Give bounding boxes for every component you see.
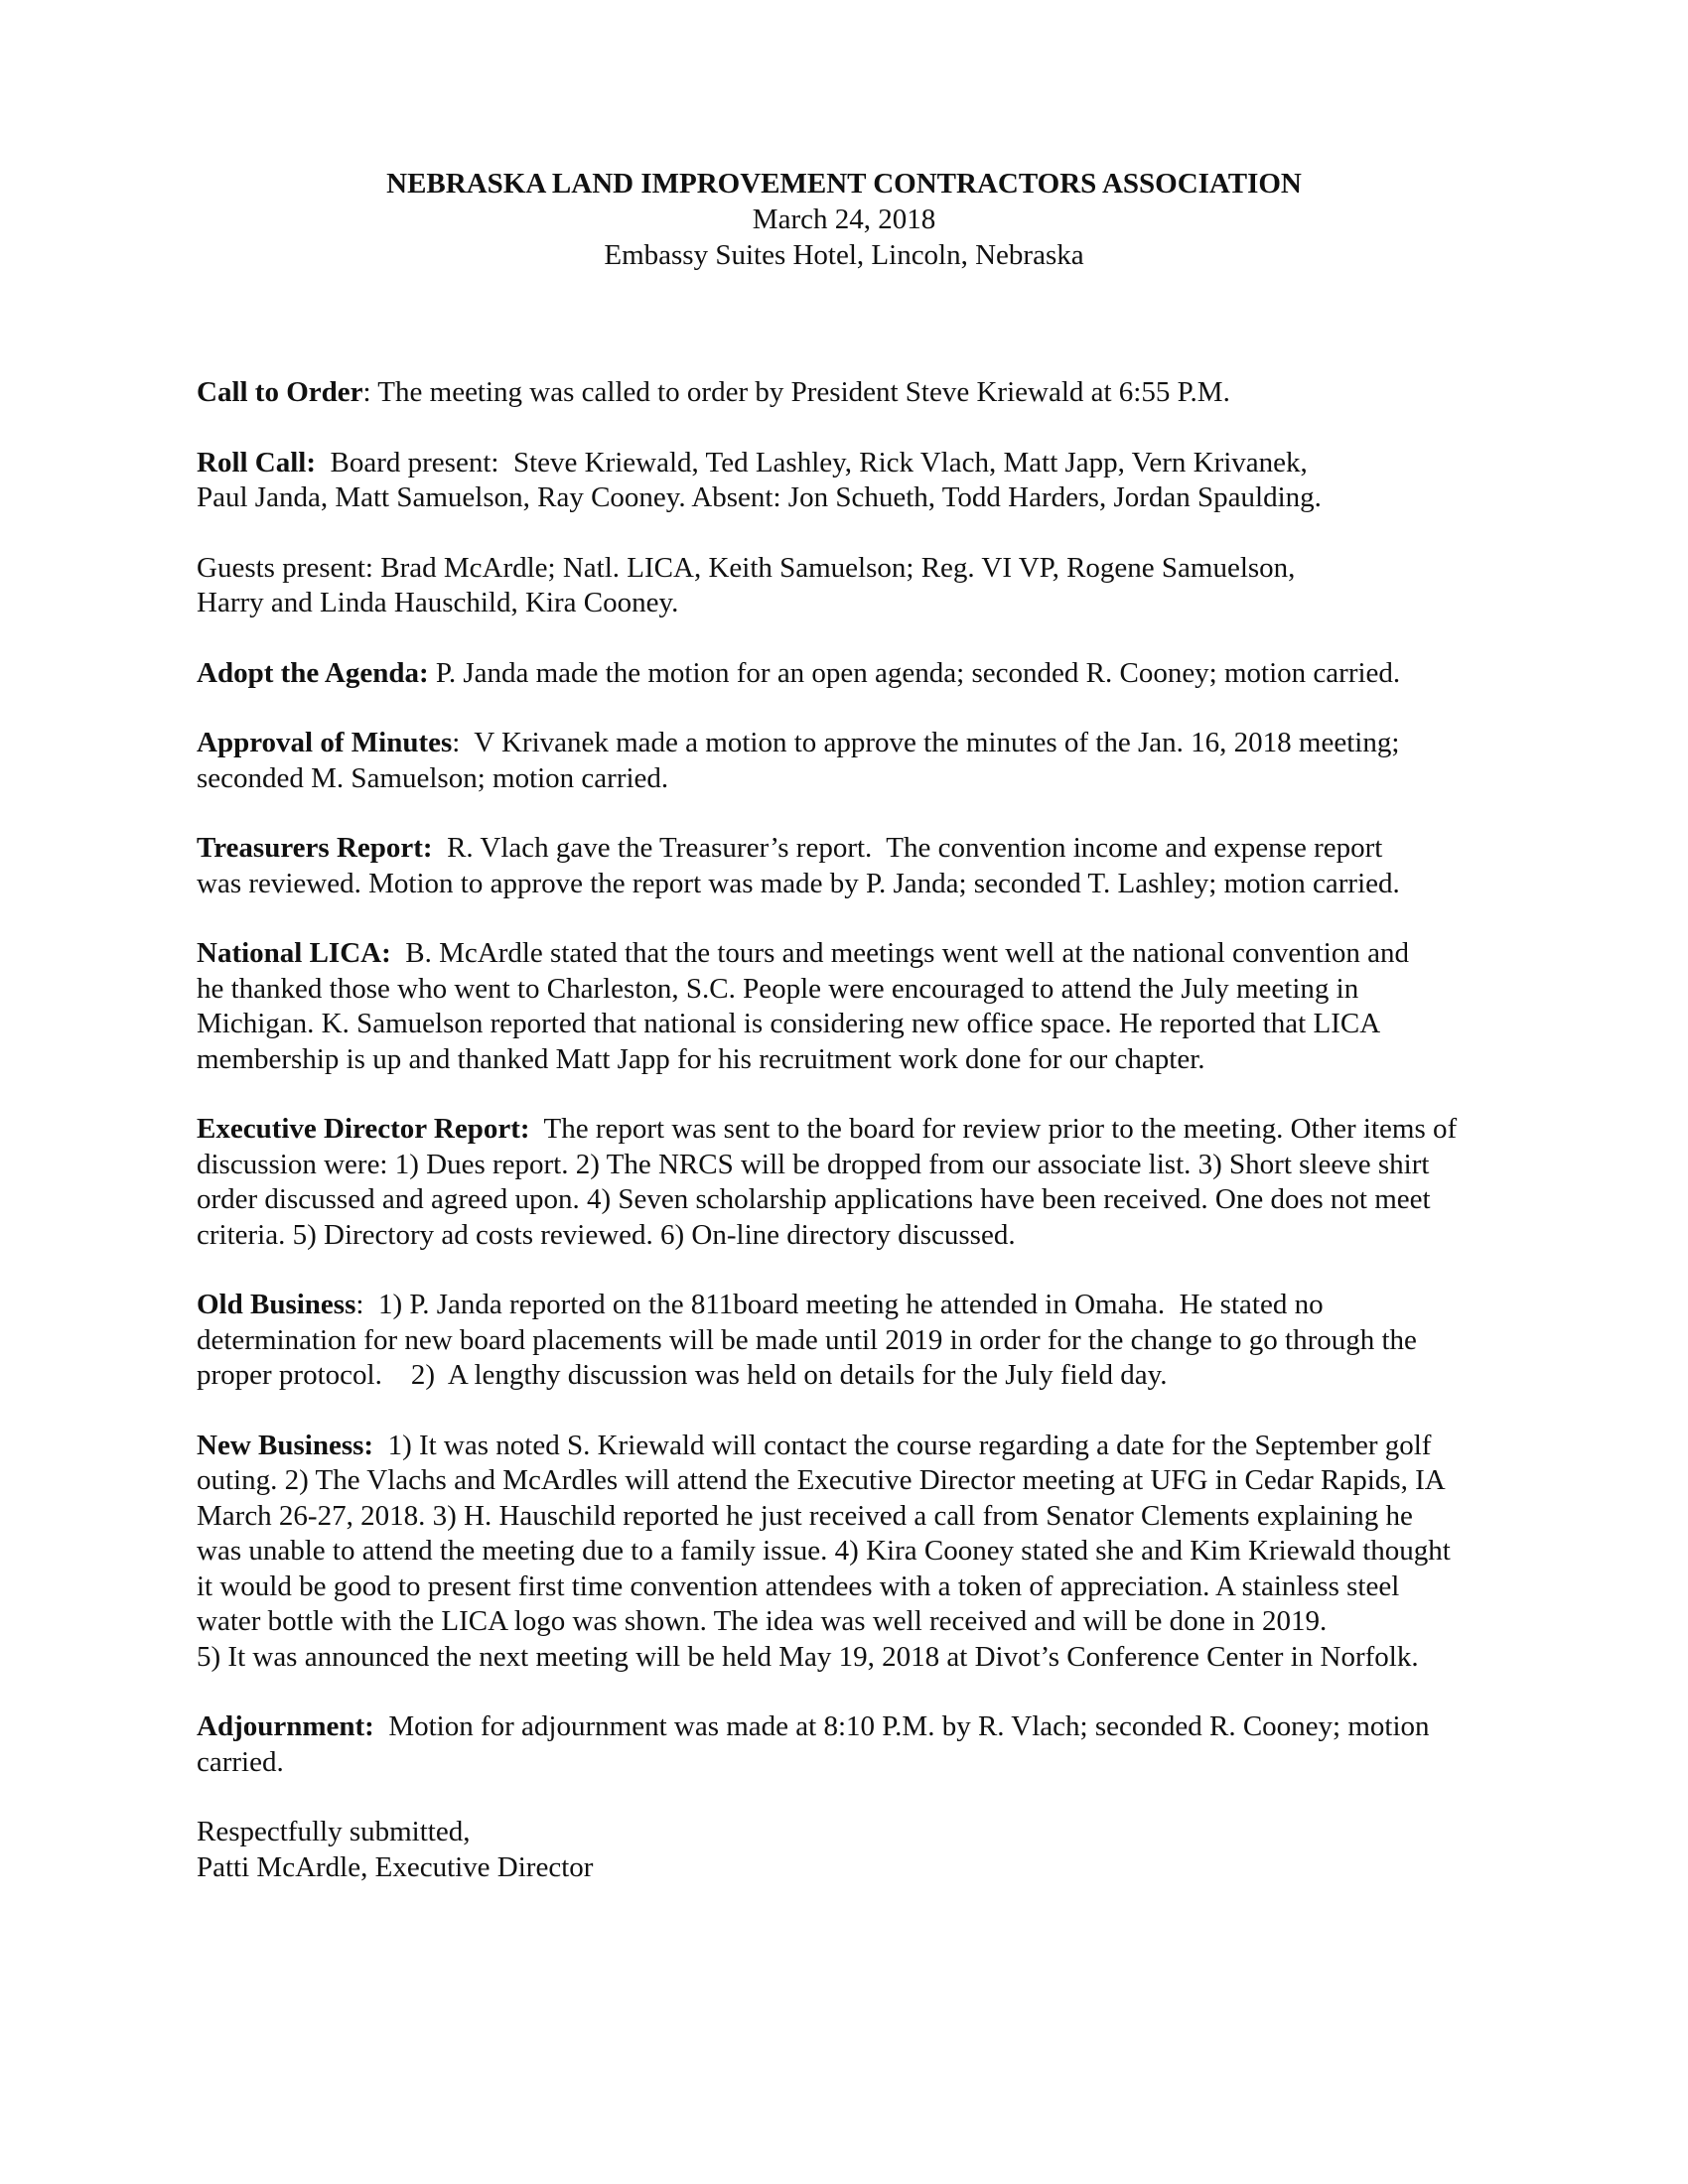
section-text: : 1) P. Janda reported on the 811board meeting he attended in Omaha. He stated no: [355, 1289, 1324, 1320]
section-text: Harry and Linda Hauschild, Kira Cooney.: [197, 587, 679, 618]
section-text: : V Krivanek made a motion to approve the minutes of the Jan. 16, 2018 meeting;: [452, 727, 1400, 758]
section-text: seconded M. Samuelson; motion carried.: [197, 761, 669, 794]
section-text: carried.: [197, 1745, 284, 1778]
section-text: 5) It was announced the next meeting will be held May 19, 2018 at Divot’s Conference Center in Norfolk.: [197, 1640, 1419, 1673]
section-label: Approval of Minutes: [197, 727, 453, 758]
adjournment-section: [197, 1709, 1527, 1780]
section-text: was unable to attend the meeting due to a family issue. 4) Kira Cooney stated she and Kim Kriewald thought: [197, 1535, 1451, 1567]
section-text: was reviewed. Motion to approve the report was made by P. Janda; seconded T. Lashley; motion carried.: [197, 867, 1400, 899]
adopt-agenda-section: [197, 656, 1527, 692]
section-label: Adopt the Agenda:: [197, 656, 429, 689]
approval-minutes-section: [197, 726, 1527, 796]
section-text: determination for new board placements will be made until 2019 in order for the change to go through the: [197, 1323, 1417, 1356]
executive-director-report-section: [197, 1112, 1527, 1253]
section-text: March 26-27, 2018. 3) H. Hauschild reported he just received a call from Senator Clements explaining he: [197, 1499, 1413, 1532]
section-label: Executive Director Report:: [197, 1113, 530, 1145]
meeting-date: March 24, 2018: [752, 204, 936, 235]
section-label: Adjournment:: [197, 1710, 374, 1742]
section-text: 1) It was noted S. Kriewald will contact the course regarding a date for the September golf: [373, 1429, 1432, 1461]
section-label: Call to Order: [197, 376, 363, 408]
section-text: Guests present: Brad McArdle; Natl. LICA, Keith Samuelson; Reg. VI VP, Rogene Samuelson,: [197, 551, 1296, 584]
section-text: criteria. 5) Directory ad costs reviewed. 6) On-line directory discussed.: [197, 1218, 1016, 1251]
section-text: outing. 2) The Vlachs and McArdles will attend the Executive Director meeting at UFG in Cedar Rapids, IA: [197, 1464, 1446, 1496]
guests-section: [197, 551, 1527, 621]
organization-title: NEBRASKA LAND IMPROVEMENT CONTRACTORS ASSOCIATION: [386, 168, 1302, 200]
section-text: Motion for adjournment was made at 8:10 P.M. by R. Vlach; seconded R. Cooney; motion: [373, 1710, 1430, 1742]
meeting-location: Embassy Suites Hotel, Lincoln, Nebraska: [604, 239, 1084, 271]
section-text: Michigan. K. Samuelson reported that national is considering new office space. He reported that LICA: [197, 1008, 1381, 1039]
section-text: : The meeting was called to order by President Steve Kriewald at 6:55 P.M.: [362, 376, 1230, 408]
section-text: Board present: Steve Kriewald, Ted Lashley, Rick Vlach, Matt Japp, Vern Krivanek,: [316, 446, 1308, 478]
section-text: order discussed and agreed upon. 4) Seven scholarship applications have been received. One does not meet: [197, 1183, 1431, 1215]
closing-text: Respectfully submitted,: [197, 1816, 471, 1847]
national-lica-section: [197, 936, 1527, 1077]
call-to-order-section: [197, 375, 1527, 411]
section-text: P. Janda made the motion for an open agenda; seconded R. Cooney; motion carried.: [428, 656, 1401, 689]
section-label: National LICA:: [197, 937, 391, 969]
section-text: it would be good to present first time convention attendees with a token of appreciation. A stainless steel: [197, 1570, 1400, 1602]
section-text: B. McArdle stated that the tours and meetings went well at the national convention and: [390, 937, 1409, 969]
signatory-name: Patti McArdle, Executive Director: [197, 1850, 594, 1883]
section-text: The report was sent to the board for review prior to the meeting. Other items of: [529, 1113, 1458, 1145]
section-label: Treasurers Report:: [197, 832, 433, 864]
section-text: discussion were: 1) Dues report. 2) The NRCS will be dropped from our associate list. 3) Short sleeve shirt: [197, 1148, 1430, 1180]
document-header: [0, 166, 1688, 273]
section-text: he thanked those who went to Charleston, S.C. People were encouraged to attend the July meeting in: [197, 972, 1359, 1005]
section-text: Paul Janda, Matt Samuelson, Ray Cooney. Absent: Jon Schueth, Todd Harders, Jordan Spaulding.: [197, 481, 1322, 513]
section-text: R. Vlach gave the Treasurer’s report. The convention income and expense report: [432, 832, 1383, 864]
roll-call-section: [197, 446, 1527, 516]
section-text: membership is up and thanked Matt Japp for his recruitment work done for our chapter.: [197, 1042, 1205, 1075]
new-business-section: [197, 1429, 1527, 1676]
section-text: proper protocol. 2) A lengthy discussion was held on details for the July field day.: [197, 1359, 1168, 1391]
section-label: Roll Call:: [197, 446, 317, 478]
minutes-body: [197, 375, 1527, 1920]
old-business-section: [197, 1288, 1527, 1394]
section-label: New Business:: [197, 1429, 374, 1461]
treasurers-report-section: [197, 831, 1527, 901]
section-label: Old Business: [197, 1289, 356, 1320]
section-text: water bottle with the LICA logo was shown. The idea was well received and will be done in 2019.: [197, 1605, 1328, 1637]
signature-block: [197, 1815, 1527, 1885]
